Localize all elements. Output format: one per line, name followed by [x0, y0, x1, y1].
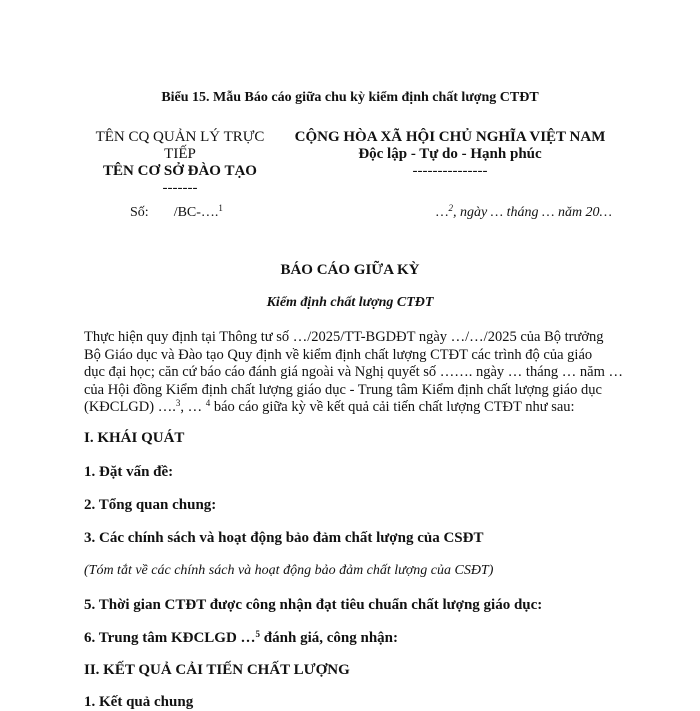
document-title: BÁO CÁO GIỮA KỲ: [280, 262, 420, 278]
subsection-general-results: 1. Kết quả chung: [84, 694, 194, 710]
right-header-rule: ---------------: [412, 163, 488, 179]
intro-paragraph: [84, 329, 624, 417]
intro-line: dục đại học; căn cứ báo cáo đánh giá ngoài và Nghị quyết số ……. ngày … tháng … năm …: [84, 364, 623, 380]
agency-name-line1: TÊN CQ QUẢN LÝ TRỰC: [95, 129, 265, 145]
footnote-1: 1: [218, 203, 223, 213]
section-heading-overview: I. KHÁI QUÁT: [84, 430, 185, 446]
document-subtitle: Kiểm định chất lượng CTĐT: [266, 295, 434, 310]
date-line: …$^2$, ngày … tháng … năm 20…: [435, 203, 612, 220]
footnote-3: 3: [175, 398, 181, 408]
reference-number: [130, 205, 223, 221]
nation-name: CỘNG HÒA XÃ HỘI CHỦ NGHĨA VIỆT NAM: [294, 129, 606, 145]
reference-label: Số:: [130, 205, 149, 220]
reference-code: /BC-….: [173, 205, 219, 220]
right-header: [285, 129, 615, 180]
national-motto: Độc lập - Tự do - Hạnh phúc: [358, 146, 542, 162]
left-header: [80, 129, 280, 197]
intro-line: Thực hiện quy định tại Thông tư số …/2025/TT-BGDĐT ngày …/…/2025 của Bộ trưởng: [84, 329, 604, 345]
institution-name: TÊN CƠ SỞ ĐÀO TẠO: [103, 163, 257, 179]
intro-line: của Hội đồng Kiểm định chất lượng giáo dục - Trung tâm Kiểm định chất lượng giáo dục: [84, 381, 602, 398]
intro-line: (KĐCLGD) ….$^3$, … $^4$ báo cáo giữa kỳ về kết quả cải tiến chất lượng CTĐT như sau:: [84, 398, 575, 415]
footnote-4: 4: [205, 398, 211, 408]
form-title: Biểu 15. Mẫu Báo cáo giữa chu kỳ kiểm định chất lượng CTĐT: [161, 90, 539, 105]
intro-line: Bộ Giáo dục và Đào tạo Quy định về kiểm định chất lượng CTĐT các trình độ của giáo: [84, 346, 593, 363]
agency-name-line2: TIẾP: [164, 146, 196, 162]
subsection-accreditation-time: 5. Thời gian CTĐT được công nhận đạt tiêu chuẩn chất lượng giáo dục:: [84, 597, 543, 613]
section-heading-improvement-results: II. KẾT QUẢ CẢI TIẾN CHẤT LƯỢNG: [84, 662, 350, 678]
qa-policies-note: (Tóm tắt về các chính sách và hoạt động bảo đảm chất lượng của CSĐT): [84, 563, 494, 578]
subsection-qa-policies: 3. Các chính sách và hoạt động bảo đảm chất lượng của CSĐT: [84, 530, 484, 546]
left-header-rule: -------: [162, 180, 198, 196]
subsection-accrediting-center: 6. Trung tâm KĐCLGD …$^5$ đánh giá, công nhận:: [84, 629, 399, 646]
subsection-general-overview: 2. Tổng quan chung:: [84, 497, 217, 513]
footnote-5: 5: [255, 629, 261, 639]
footnote-2: 2: [448, 203, 453, 213]
subsection-problem-statement: 1. Đặt vấn đề:: [84, 464, 174, 480]
